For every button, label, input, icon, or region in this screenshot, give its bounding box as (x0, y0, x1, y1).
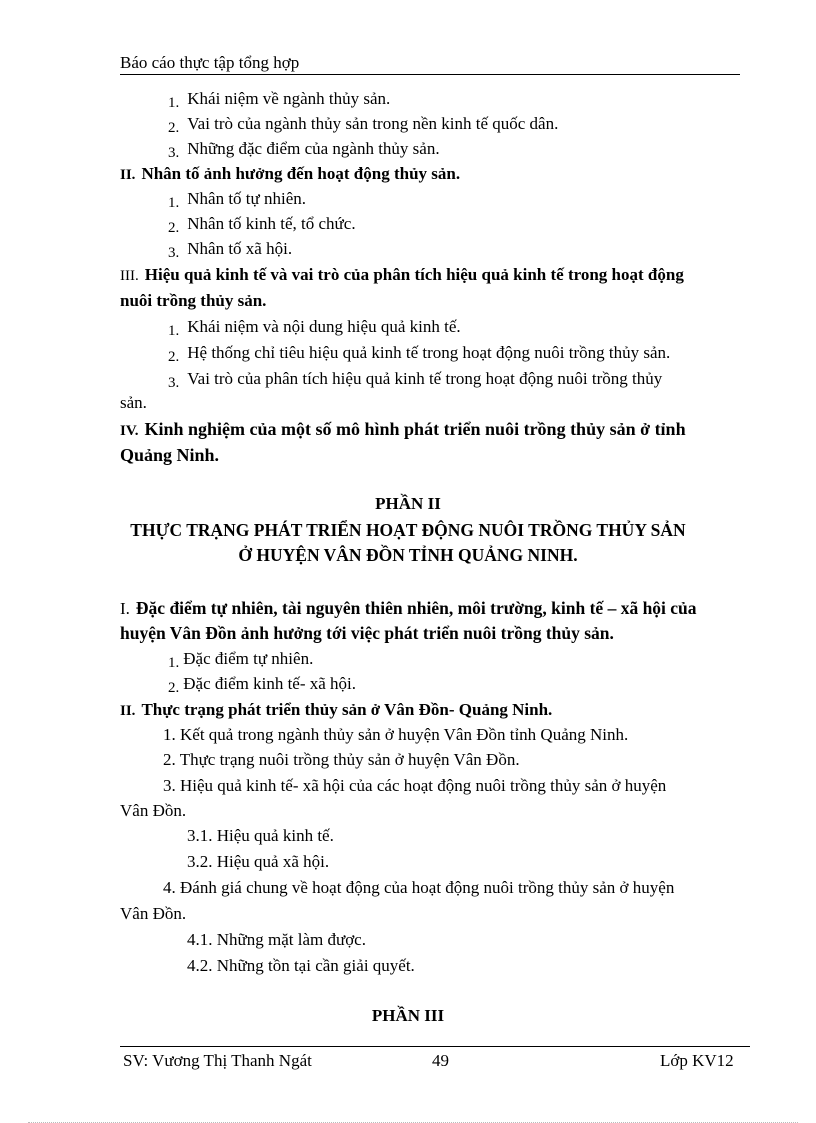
list-item: 3. Vai trò của phân tích hiệu quả kinh tế trong hoạt động nuôi trồng thủy (168, 369, 663, 391)
section-heading-cont: huyện Vân Đồn ảnh hưởng tới việc phát triển nuôi trồng thủy sản. (120, 623, 614, 643)
footer-page-number: 49 (432, 1051, 449, 1070)
footer-divider (120, 1046, 750, 1047)
section-heading: III. Hiệu quả kinh tế và vai trò của phân tích hiệu quả kinh tế trong hoạt động (120, 265, 684, 284)
list-item: 2. Hệ thống chỉ tiêu hiệu quả kinh tế trong hoạt động nuôi trồng thủy sản. (168, 343, 671, 365)
list-item: 2. Đặc điểm kinh tế- xã hội. (168, 674, 357, 696)
sub-list-item: 3.2. Hiệu quả xã hội. (187, 852, 330, 871)
section-heading: I. Đặc điểm tự nhiên, tài nguyên thiên nhiên, môi trường, kinh tế – xã hội của (120, 598, 697, 618)
footer-student: SV: Vương Thị Thanh Ngát (123, 1051, 312, 1070)
page-header (120, 52, 740, 75)
list-item-cont: sản. (120, 393, 147, 412)
section-heading: IV. Kinh nghiệm của một số mô hình phát triển nuôi trồng thủy sản ở tỉnh (120, 419, 686, 439)
sub-list-item: 3.1. Hiệu quả kinh tế. (187, 826, 334, 845)
section-heading-cont: nuôi trồng thủy sản. (120, 291, 267, 310)
list-item: 3. Nhân tố xã hội. (168, 239, 293, 261)
list-item: 1. Đặc điểm tự nhiên. (168, 649, 314, 671)
section-heading: II. Thực trạng phát triển thủy sản ở Vân Đồn- Quảng Ninh. (120, 700, 553, 719)
part-heading: PHẦN II (375, 494, 441, 513)
part-title-cont: Ở HUYỆN VÂN ĐỒN TỈNH QUẢNG NINH. (238, 545, 578, 565)
sub-list-item: 4.1. Những mặt làm được. (187, 930, 366, 949)
list-item: 3. Những đặc điểm của ngành thủy sản. (168, 139, 440, 161)
section-heading: II. Nhân tố ảnh hưởng đến hoạt động thủy sản. (120, 164, 461, 183)
list-item: 3. Hiệu quả kinh tế- xã hội của các hoạt động nuôi trồng thủy sản ở huyện (163, 776, 667, 795)
header-title: Báo cáo thực tập tổng hợp (120, 53, 300, 72)
list-item: 2. Nhân tố kinh tế, tổ chức. (168, 214, 356, 236)
section-heading-cont: Quảng Ninh. (120, 445, 220, 465)
list-item: 2. Thực trạng nuôi trồng thủy sản ở huyện Vân Đồn. (163, 750, 520, 769)
footer-class: Lớp KV12 (660, 1051, 734, 1070)
list-item: 4. Đánh giá chung về hoạt động của hoạt động nuôi trồng thủy sản ở huyện (163, 878, 675, 897)
list-item: 1. Nhân tố tự nhiên. (168, 189, 307, 211)
list-item-cont: Vân Đồn. (120, 801, 187, 820)
list-item-cont: Vân Đồn. (120, 904, 187, 923)
list-item: 1. Khái niệm và nội dung hiệu quả kinh tế. (168, 317, 461, 339)
part-heading: PHẦN III (371, 1006, 445, 1025)
list-item: 2. Vai trò của ngành thủy sản trong nền kinh tế quốc dân. (168, 114, 559, 136)
list-item: 1. Khái niệm về ngành thủy sản. (168, 89, 391, 111)
list-item: 1. Kết quả trong ngành thủy sản ở huyện Vân Đồn tỉnh Quảng Ninh. (163, 725, 629, 744)
sub-list-item: 4.2. Những tồn tại cần giải quyết. (187, 956, 415, 975)
part-title: THỰC TRẠNG PHÁT TRIỂN HOẠT ĐỘNG NUÔI TRỒNG THỦY SẢN (130, 520, 686, 540)
